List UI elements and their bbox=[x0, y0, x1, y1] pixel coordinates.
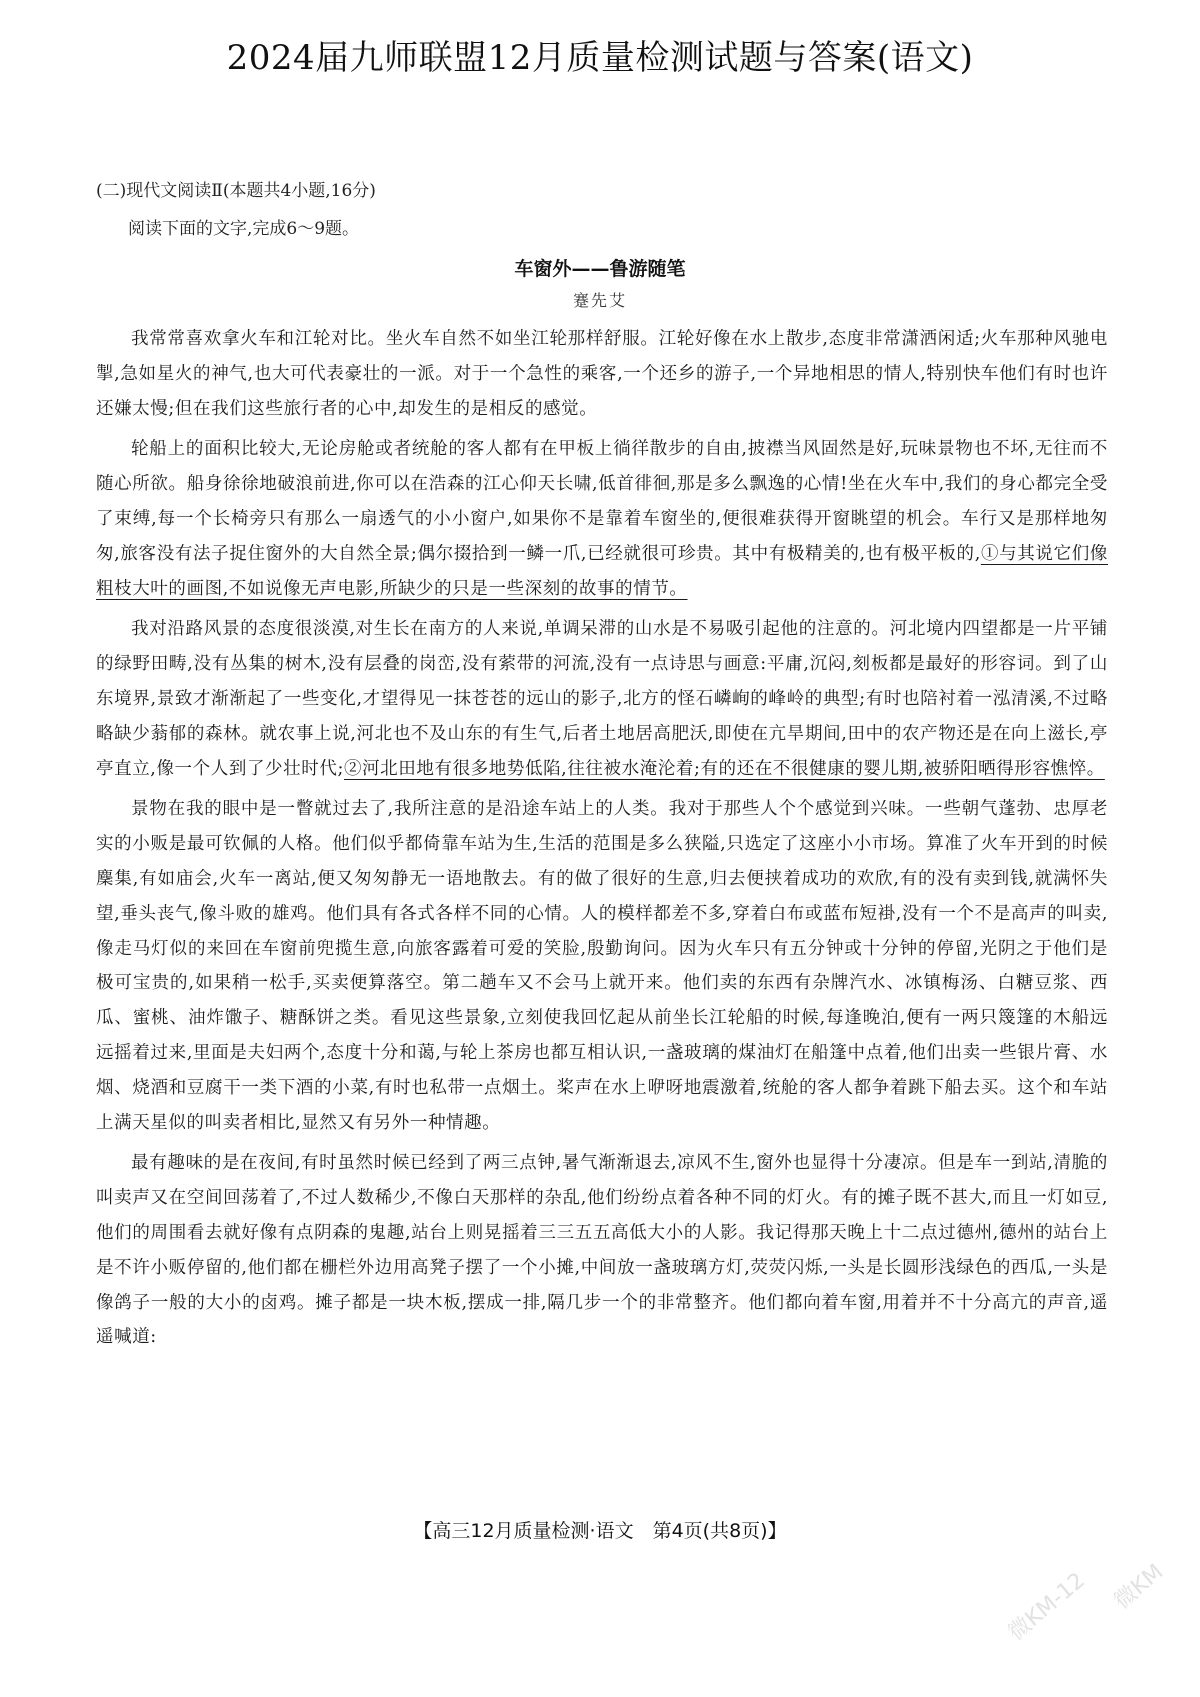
paragraph-1 bbox=[96, 322, 1108, 426]
paragraph-text: 最有趣味的是在夜间,有时虽然时候已经到了两三点钟,暑气渐渐退去,凉风不生,窗外也显得十分凄凉。但是车一到站,清脆的叫卖声又在空间回荡着了,不过人数稀少,不像白天那样的杂乱,他们纷纷点着各种不同的灯火。有的摊子既不甚大,而且一灯如豆,他们的周围看去就好像有点阴森的鬼趣,站台上则晃摇着三三五五高低大小的人影。我记得那天晚上十二点过德州,德州的站台上是不许小贩停留的,他们都在栅栏外边用高凳子摆了一个小摊,中间放一盏玻璃方灯,荧荧闪烁,一头是长圆形浅绿色的西瓜,一头是像鸽子一般的大小的卤鸡。摊子都是一块木板,摆成一排,隔几步一个的非常整齐。他们都向着车窗,用着并不十分高亢的声音,遥遥喊道: bbox=[96, 1153, 1108, 1348]
document-title: 2024届九师联盟12月质量检测试题与答案(语文) bbox=[226, 38, 974, 78]
paragraph-text: 景物在我的眼中是一瞥就过去了,我所注意的是沿途车站上的人类。我对于那些人个个感觉到兴味。一些朝气蓬勃、忠厚老实的小贩是最可钦佩的人格。他们似乎都倚靠车站为生,生活的范围是多么狭隘,只选定了这座小小市场。算准了火车开到的时候麇集,有如庙会,火车一离站,便又匆匆静无一语地散去。有的做了很好的生意,归去便挟着成功的欢欣,有的没有卖到钱,就满怀失望,垂头丧气,像斗败的雄鸡。他们具有各式各样不同的心情。人的模样都差不多,穿着白布或蓝布短褂,没有一个不是高声的叫卖,像走马灯似的来回在车窗前兜揽生意,向旅客露着可爱的笑脸,殷勤询问。因为火车只有五分钟或十分钟的停留,光阴之于他们是极可宝贵的,如果稍一松手,买卖便算落空。第二趟车又不会马上就开来。他们卖的东西有杂牌汽水、冰镇梅汤、白糖豆浆、西瓜、蜜桃、油炸馓子、糖酥饼之类。看见这些景象,立刻使我回忆起从前坐长江轮船的时候,每逢晚泊,便有一两只篾篷的木船远远摇着过来,里面是夫妇两个,态度十分和蔼,与轮上茶房也都互相认识,一盏玻璃的煤油灯在船篷中点着,他们出卖一些银片膏、水烟、烧酒和豆腐干一类下酒的小菜,有时也私带一点烟土。桨声在水上咿呀地震激着,统舱的客人都争着跳下船去买。这个和车站上满天星似的叫卖者相比,显然又有另外一种情趣。 bbox=[96, 799, 1108, 1133]
paragraph-text: 我常常喜欢拿火车和江轮对比。坐火车自然不如坐江轮那样舒服。江轮好像在水上散步,态度非常潇洒闲适;火车那种风驰电掣,急如星火的神气,也大可代表豪壮的一派。对于一个急性的乘客,一个还乡的游子,一个异地相思的情人,特别快车他们有时也许还嫌太慢;但在我们这些旅行者的心中,却发生的是相反的感觉。 bbox=[96, 329, 1108, 419]
paragraph-2 bbox=[96, 432, 1108, 606]
page-footer: 【高三12月质量检测·语文 第4页(共8页)】 bbox=[413, 1520, 787, 1542]
article-author: 蹇先艾 bbox=[572, 291, 627, 310]
reading-instruction: 阅读下面的文字,完成6～9题。 bbox=[128, 219, 360, 239]
section-heading: (二)现代文阅读Ⅱ(本题共4小题,16分) bbox=[96, 181, 376, 201]
article-body bbox=[96, 322, 1108, 1355]
paragraph-5 bbox=[96, 1146, 1108, 1355]
watermark: 微KM bbox=[1109, 1559, 1169, 1615]
article-title: 车窗外——鲁游随笔 bbox=[514, 258, 686, 280]
paragraph-text: 我对沿路风景的态度很淡漠,对生长在南方的人来说,单调呆滞的山水是不易吸引起他的注意的。河北境内四望都是一片平铺的绿野田畴,没有丛集的树木,没有层叠的岗峦,没有萦带的河流,没有一点诗思与画意:平庸,沉闷,刻板都是最好的形容词。到了山东境界,景致才渐渐起了一些变化,才望得见一抹苍苍的远山的影子,北方的怪石嶙峋的峰岭的典型;有时也陪衬着一泓清溪,不过略略缺少蓊郁的森林。就农事上说,河北也不及山东的有生气,后者土地居高肥沃,即使在亢旱期间,田中的农产物还是在向上滋长,亭亭直立,像一个人到了少壮时代; bbox=[96, 619, 1108, 779]
underlined-sentence-1: ①与其说它们像粗枝大叶的画图,不如说像无声电影,所缺少的只是一些深刻的故事的情节。 bbox=[96, 543, 1109, 599]
paragraph-text: 轮船上的面积比较大,无论房舱或者统舱的客人都有在甲板上徜徉散步的自由,披襟当风固然是好,玩味景物也不坏,无往而不随心所欲。船身徐徐地破浪前进,你可以在浩森的江心仰天长啸,低首徘徊,那是多么飘逸的心情!坐在火车中,我们的身心都完全受了束缚,每一个长椅旁只有那么一扇透气的小小窗户,如果你不是靠着车窗坐的,便很难获得开窗眺望的机会。车行又是那样地匆匆,旅客没有法子捉住窗外的大自然全景;偶尔掇拾到一鳞一爪,已经就很可珍贵。其中有极精美的,也有极平板的, bbox=[96, 439, 1108, 564]
paragraph-4 bbox=[96, 792, 1108, 1140]
underlined-sentence-2: ②河北田地有很多地势低陷,往往被水淹沦着;有的还在不很健康的婴儿期,被骄阳晒得形容憔悴。 bbox=[343, 758, 1105, 779]
watermark: 微KM-12 bbox=[1003, 1568, 1090, 1646]
paragraph-3 bbox=[96, 612, 1108, 786]
